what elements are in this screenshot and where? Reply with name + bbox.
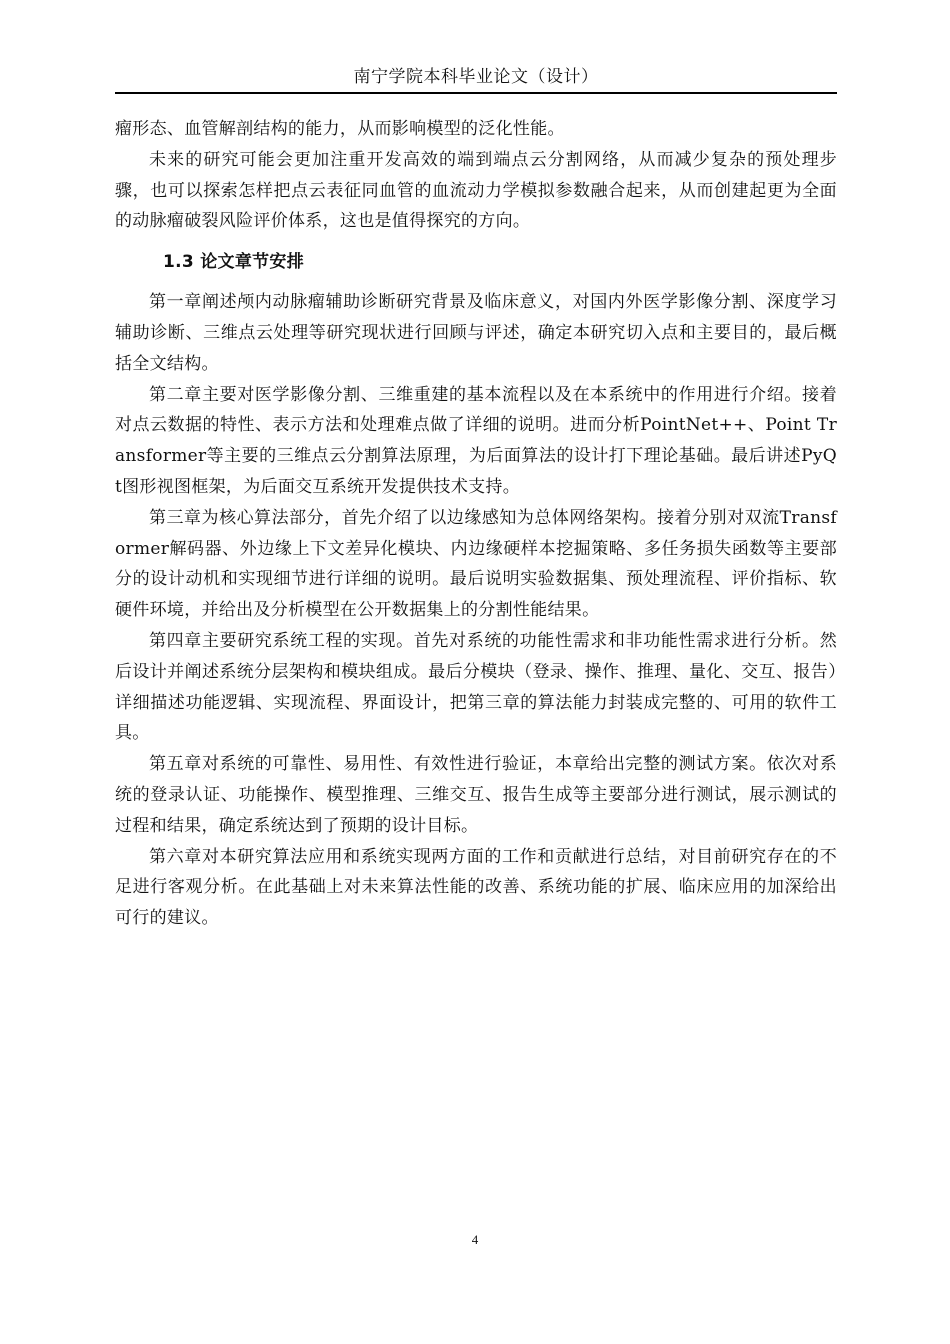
chapter-2-paragraph: 第二章主要对医学影像分割、三维重建的基本流程以及在本系统中的作用进行介绍。接着对点云数据的特性、表示方法和处理难点做了详细的说明。进而分析PointNet++、Point Transformer等主要的三维点云分割算法原理，为后面算法的设计打下理论基础。最后讲述PyQt图形视图框架，为后面交互系统开发提供技术支持。 xyxy=(115,384,837,497)
page-header xyxy=(115,62,837,94)
continued-paragraph: 瘤形态、血管解剖结构的能力，从而影响模型的泛化性能。 xyxy=(115,119,565,139)
section-heading: 1.3 论文章节安排 xyxy=(163,252,305,273)
chapter-6-paragraph: 第六章对本研究算法应用和系统实现两方面的工作和贡献进行总结，对目前研究存在的不足进行客观分析。在此基础上对未来算法性能的改善、系统功能的扩展、临床应用的加深给出可行的建议。 xyxy=(115,846,837,929)
document-body xyxy=(115,114,837,934)
page-number: 4 xyxy=(471,1232,479,1247)
future-research-paragraph: 未来的研究可能会更加注重开发高效的端到端点云分割网络，从而减少复杂的预处理步骤，也可以探索怎样把点云表征同血管的血流动力学模拟参数融合起来，从而创建起更为全面的动脉瘤破裂风险评价体系，这也是值得探究的方向。 xyxy=(115,149,837,232)
header-title: 南宁学院本科毕业论文（设计） xyxy=(353,67,599,87)
chapter-4-paragraph: 第四章主要研究系统工程的实现。首先对系统的功能性需求和非功能性需求进行分析。然后设计并阐述系统分层架构和模块组成。最后分模块（登录、操作、推理、量化、交互、报告）详细描述功能逻辑、实现流程、界面设计，把第三章的算法能力封装成完整的、可用的软件工具。 xyxy=(115,630,837,744)
chapter-5-paragraph: 第五章对系统的可靠性、易用性、有效性进行验证，本章给出完整的测试方案。依次对系统的登录认证、功能操作、模型推理、三维交互、报告生成等主要部分进行测试，展示测试的过程和结果，确定系统达到了预期的设计目标。 xyxy=(115,754,837,836)
chapter-1-paragraph: 第一章阐述颅内动脉瘤辅助诊断研究背景及临床意义，对国内外医学影像分割、深度学习辅助诊断、三维点云处理等研究现状进行回顾与评述，确定本研究切入点和主要目的，最后概括全文结构。 xyxy=(115,292,837,374)
chapter-3-paragraph: 第三章为核心算法部分，首先介绍了以边缘感知为总体网络架构。接着分别对双流Transformer解码器、外边缘上下文差异化模块、内边缘硬样本挖掘策略、多任务损失函数等主要部分的设计动机和实现细节进行详细的说明。最后说明实验数据集、预处理流程、评价指标、软硬件环境，并给出及分析模型在公开数据集上的分割性能结果。 xyxy=(115,507,837,621)
